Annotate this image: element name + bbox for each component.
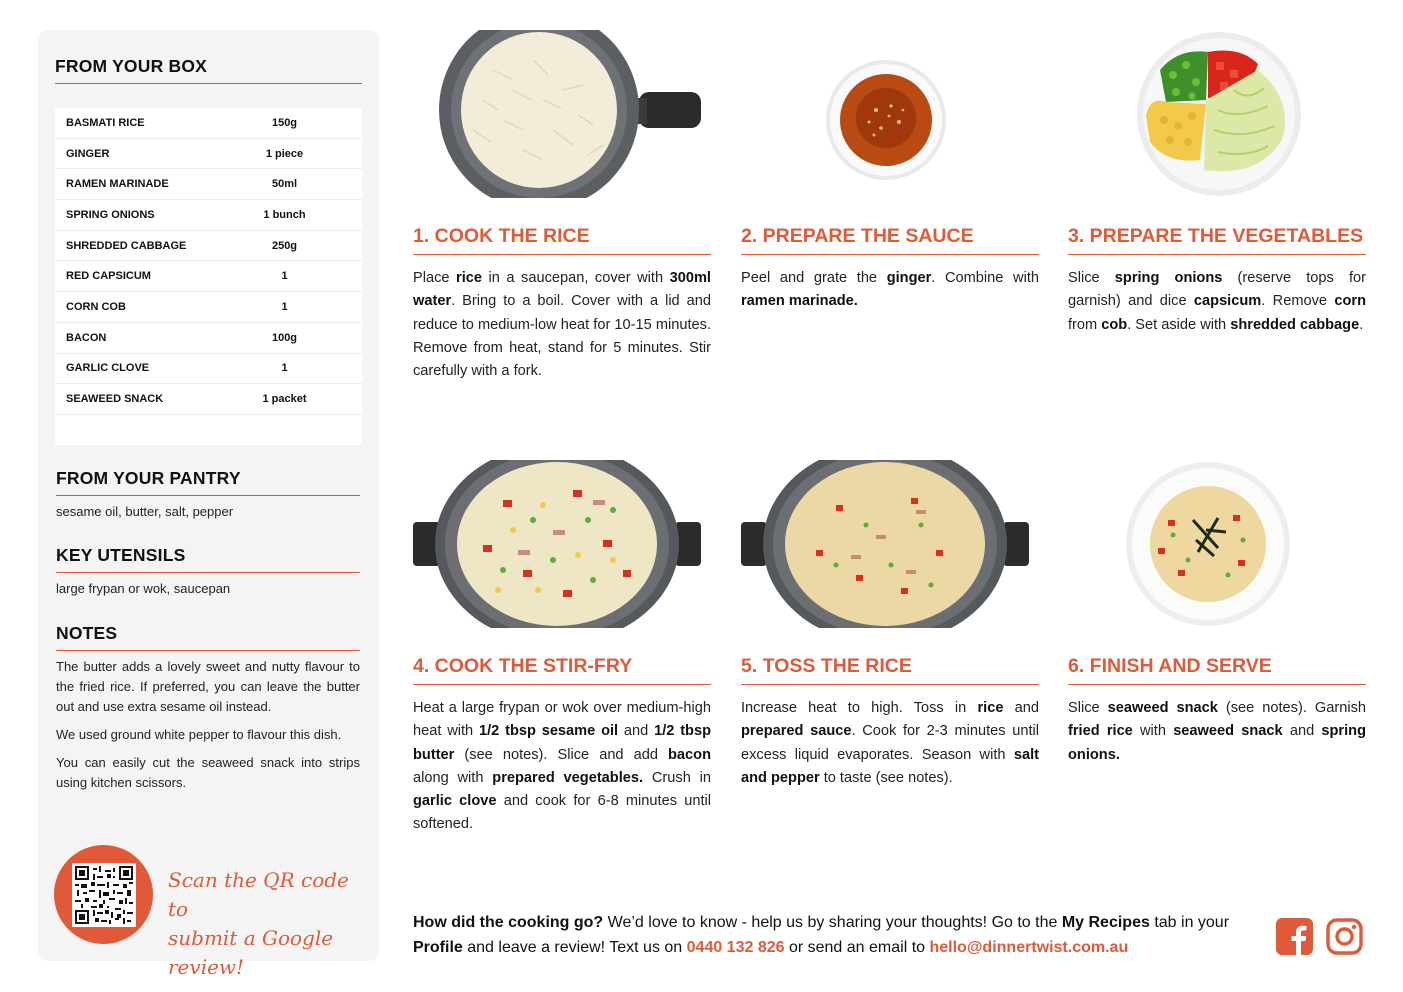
- step-highlight: spring onions: [1114, 270, 1223, 286]
- step-text-run: and: [618, 723, 655, 740]
- instagram-icon[interactable]: [1326, 918, 1363, 955]
- note-paragraph: You can easily cut the seaweed snack into strips using kitchen scissors.: [56, 755, 360, 790]
- footer-email-link[interactable]: hello@dinnertwist.com.au: [929, 939, 1129, 956]
- step-highlight: rice: [977, 700, 1004, 716]
- step-text-run: .: [1359, 316, 1364, 333]
- step-text-run: with: [1132, 723, 1174, 740]
- cook-rice-image: [413, 30, 711, 198]
- step-text-run: Heat a large frypan or wok over medium-high heat with: [413, 700, 711, 740]
- note-paragraph: We used ground white pepper to flavour this dish.: [56, 727, 342, 742]
- step-highlight: capsicum: [1193, 293, 1262, 310]
- qr-text-line: Scan the QR code to: [168, 868, 349, 921]
- step-text-run: (see notes). Garnish: [1217, 700, 1366, 716]
- ingredient-row: [55, 261, 362, 292]
- step-highlight: ramen marinade.: [741, 293, 858, 310]
- ingredient-name: RAMEN MARINADE: [66, 178, 169, 191]
- step-text-run: Slice: [1068, 270, 1115, 286]
- footer-phone-link[interactable]: 0440 132 826: [686, 939, 785, 956]
- footer-text: tab in your: [1149, 914, 1230, 931]
- step-highlight: spring onions.: [1068, 723, 1366, 763]
- step-text-run: and: [1282, 723, 1322, 740]
- step-text-run: to taste (see notes).: [819, 769, 953, 786]
- step-text-run: Peel and grate the: [741, 270, 887, 286]
- ingredient-quantity: 100g: [271, 331, 298, 344]
- ingredient-row: [55, 108, 362, 139]
- step-3-text: [1068, 267, 1366, 337]
- ingredient-name: SHREDDED CABBAGE: [66, 239, 187, 252]
- step-5-title: 5. TOSS THE RICE: [741, 655, 1039, 685]
- step-text-run: Slice: [1068, 700, 1108, 716]
- prepare-sauce-image: [741, 30, 1039, 198]
- qr-review-prompt: [168, 866, 368, 982]
- footer-my-recipes: My Recipes: [1061, 914, 1150, 931]
- footer-text: or send an email to: [784, 939, 930, 956]
- step-text-run: . Bring to a boil. Cover with a lid and reduce to medium-low heat for 10-15 minutes. Remove from heat, stand for 5 minutes. Stir carefully with a fork.: [413, 293, 711, 380]
- footer-text: We’d love to know - help us by sharing your thoughts! Go to the: [603, 914, 1062, 931]
- ingredient-quantity: 250g: [271, 239, 298, 252]
- step-highlight: garlic clove: [413, 793, 497, 810]
- step-text-run: and cook for 6-8 minutes until softened.: [413, 793, 712, 833]
- step-highlight: cob: [1101, 316, 1128, 333]
- step-text-run: in a saucepan, cover with: [482, 270, 670, 286]
- ingredient-row: [55, 231, 362, 262]
- step-4-text: [413, 697, 711, 837]
- ingredient-row: [55, 139, 362, 170]
- step-text-run: from: [1068, 316, 1102, 333]
- ingredient-quantity: 1: [281, 300, 288, 313]
- step-highlight: corn: [1334, 293, 1366, 310]
- step-5-text: [741, 697, 1039, 790]
- step-2-title: 2. PREPARE THE SAUCE: [741, 225, 1039, 255]
- step-highlight: rice: [456, 270, 482, 286]
- step-text-run: Crush in: [643, 769, 711, 786]
- step-text-run: along with: [413, 769, 493, 786]
- finish-serve-image: [1068, 460, 1366, 628]
- ingredient-name: RED CAPSICUM: [66, 270, 151, 283]
- step-highlight: 300ml water: [413, 270, 711, 310]
- footer-question: How did the cooking go?: [413, 914, 604, 931]
- footer-profile: Profile: [413, 939, 463, 956]
- toss-rice-image: [741, 460, 1029, 628]
- from-your-pantry-title: FROM YOUR PANTRY: [56, 468, 360, 496]
- ingredient-name: SEAWEED SNACK: [66, 393, 164, 406]
- step-text-run: (reserve tops for garnish) and dice: [1068, 270, 1367, 310]
- ingredient-row: [55, 323, 362, 354]
- ingredient-row: [55, 292, 362, 323]
- ingredient-row: [55, 384, 362, 415]
- ingredient-name: BACON: [66, 331, 107, 344]
- notes-body: [56, 657, 360, 801]
- step-text-run: . Combine with: [931, 270, 1039, 286]
- ingredient-quantity: 150g: [271, 116, 298, 129]
- step-highlight: prepared sauce: [741, 723, 852, 740]
- step-highlight: 1/2 tbsp sesame oil: [478, 723, 619, 740]
- step-text-run: Increase heat to high. Toss in: [741, 700, 978, 716]
- note-paragraph: The butter adds a lovely sweet and nutty flavour to the fried rice. If preferred, you can leave the butter out and use extra sesame oil instead.: [56, 659, 360, 714]
- step-3-title: 3. PREPARE THE VEGETABLES: [1068, 225, 1366, 255]
- step-highlight: fried rice: [1068, 723, 1133, 740]
- qr-code-icon[interactable]: [72, 863, 136, 927]
- ingredient-name: GARLIC CLOVE: [66, 362, 150, 375]
- ingredient-quantity: 1 bunch: [263, 208, 306, 221]
- stir-fry-image: [413, 460, 701, 628]
- ingredient-row: [55, 354, 362, 385]
- step-highlight: bacon: [668, 746, 711, 763]
- step-text-run: Place: [413, 270, 457, 286]
- ingredient-row: [55, 200, 362, 231]
- ingredient-quantity: 1: [281, 270, 288, 283]
- step-6-text: [1068, 697, 1366, 767]
- ingredient-quantity: 1: [281, 362, 288, 375]
- footer-text: and leave a review! Text us on: [462, 939, 687, 956]
- step-text-run: . Remove: [1261, 293, 1335, 310]
- step-1-text: [413, 267, 711, 383]
- ingredient-quantity: 1 piece: [265, 147, 304, 160]
- step-text-run: . Cook for 2-3 minutes until excess liquid evaporates. Season with: [741, 723, 1039, 763]
- notes-title: NOTES: [56, 623, 360, 651]
- ingredient-quantity: 50ml: [271, 178, 298, 191]
- ingredients-table: [55, 108, 362, 445]
- step-highlight: prepared vegetables.: [492, 769, 644, 786]
- step-text-run: and: [1003, 700, 1039, 716]
- step-highlight: salt and pepper: [741, 746, 1039, 786]
- prepare-vegetables-image: [1068, 30, 1366, 198]
- key-utensils-title: KEY UTENSILS: [56, 545, 360, 573]
- sidebar: [38, 30, 379, 979]
- ingredient-name: SPRING ONIONS: [66, 208, 155, 221]
- step-highlight: ginger: [886, 270, 932, 286]
- review-footer: [413, 910, 1263, 960]
- from-your-box-title: FROM YOUR BOX: [55, 56, 362, 84]
- step-text-run: . Set aside with: [1127, 316, 1231, 333]
- step-highlight: 1/2 tbsp butter: [413, 723, 711, 763]
- pantry-text: sesame oil, butter, salt, pepper: [56, 504, 234, 519]
- ingredient-name: GINGER: [66, 147, 110, 160]
- utensils-text: large frypan or wok, saucepan: [56, 581, 231, 596]
- facebook-icon[interactable]: [1276, 918, 1313, 955]
- ingredient-name: BASMATI RICE: [66, 116, 145, 129]
- qr-badge[interactable]: [54, 845, 153, 944]
- step-highlight: seaweed snack: [1173, 723, 1283, 740]
- step-1-title: 1. COOK THE RICE: [413, 225, 711, 255]
- ingredient-row: [55, 169, 362, 200]
- step-2-text: [741, 267, 1039, 314]
- step-highlight: shredded cabbage: [1230, 316, 1360, 333]
- ingredient-quantity: 1 packet: [262, 393, 307, 406]
- qr-text-line: submit a Google review!: [168, 926, 334, 979]
- step-highlight: seaweed snack: [1107, 700, 1218, 716]
- ingredient-name: CORN COB: [66, 300, 126, 313]
- step-6-title: 6. FINISH AND SERVE: [1068, 655, 1366, 685]
- step-4-title: 4. COOK THE STIR-FRY: [413, 655, 711, 685]
- step-text-run: (see notes). Slice and add: [454, 746, 669, 763]
